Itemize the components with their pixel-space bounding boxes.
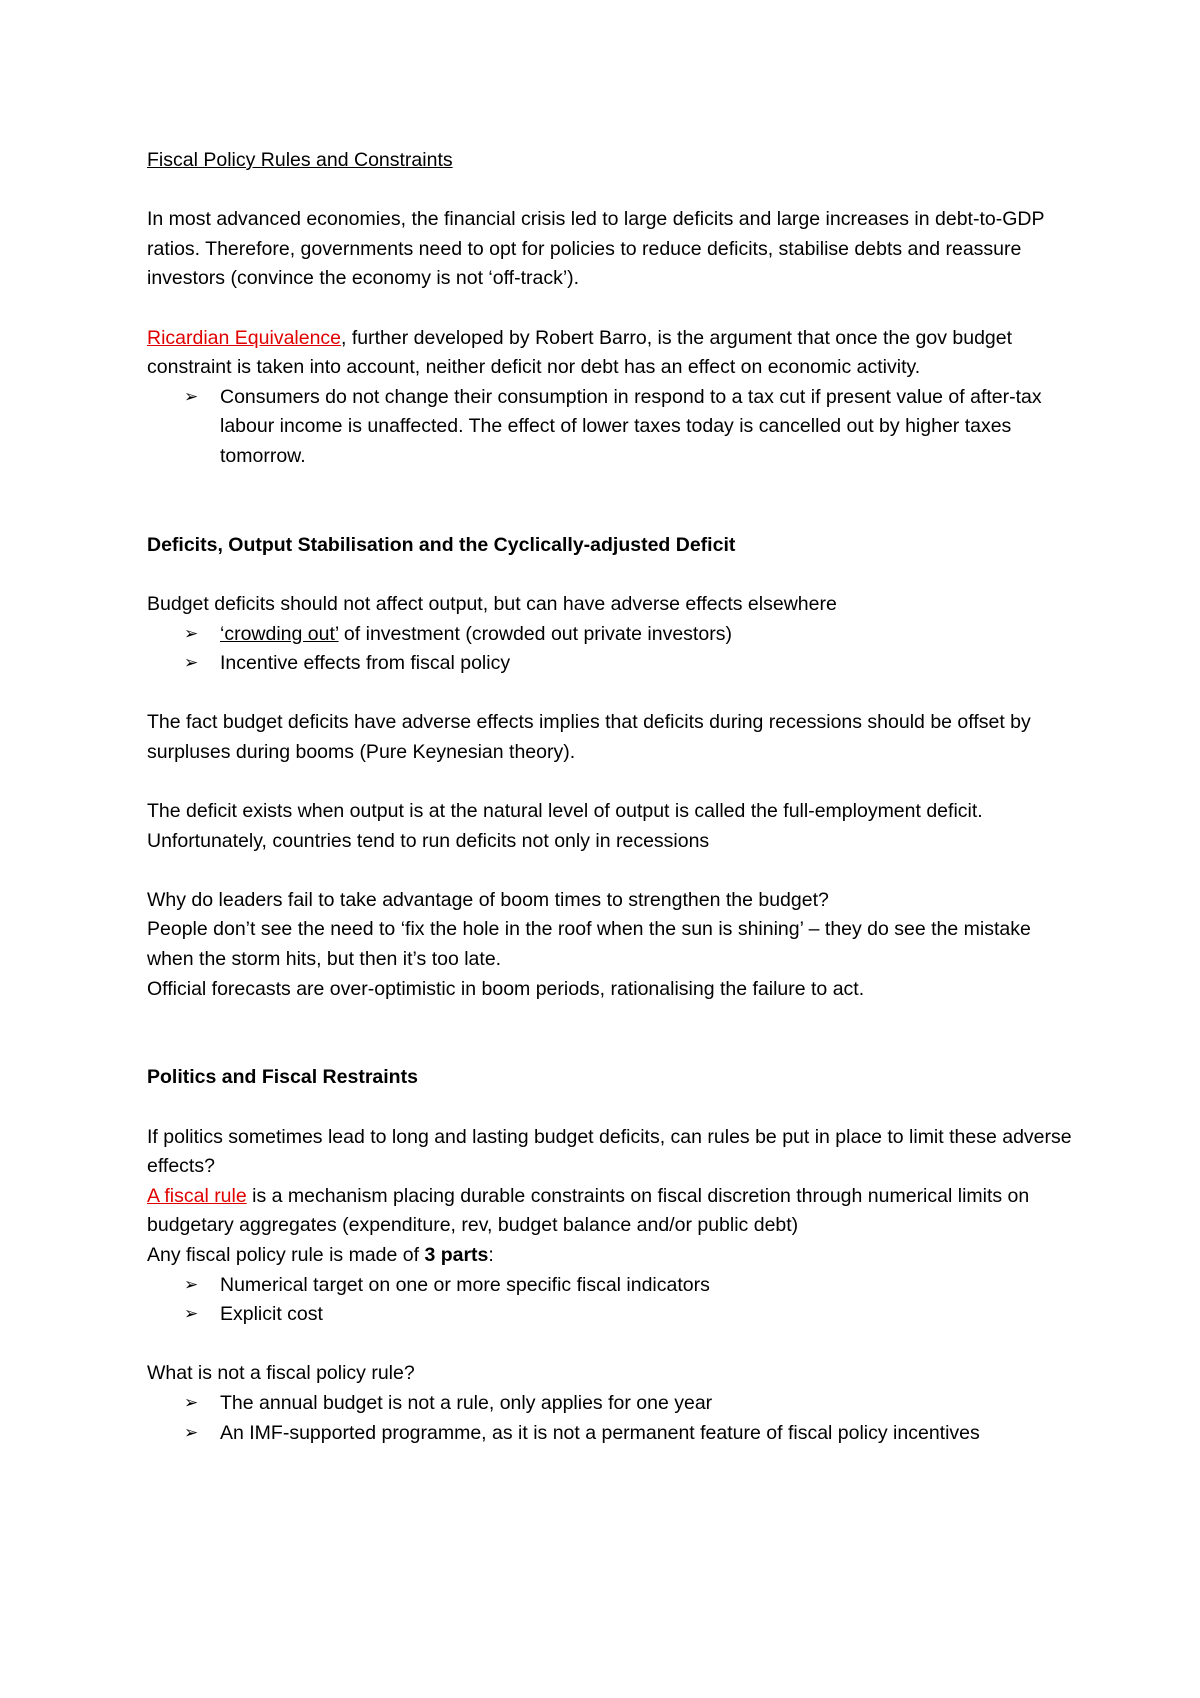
list-item	[147, 1419, 1077, 1449]
section-heading-politics: Politics and Fiscal Restraints	[147, 1066, 418, 1089]
rule-parts-list	[147, 1271, 1077, 1330]
list-item-text: of investment (crowded out private investors)	[338, 622, 732, 645]
list-item	[147, 383, 1077, 472]
three-parts-emphasis: 3 parts	[424, 1243, 489, 1266]
list-item	[147, 1300, 1077, 1330]
arrow-bullet-icon: ➢	[184, 1304, 199, 1325]
arrow-bullet-icon: ➢	[184, 653, 199, 674]
arrow-bullet-icon: ➢	[184, 1274, 199, 1295]
list-item	[147, 1389, 1077, 1419]
fiscal-rule-paragraph	[147, 1182, 1077, 1241]
full-employment-paragraph: The deficit exists when output is at the natural level of output is called the full-employment deficit. Unfortunately, countries tend to run deficits not only in recessions	[147, 800, 983, 852]
list-item	[147, 620, 1077, 650]
arrow-bullet-icon: ➢	[184, 623, 199, 644]
arrow-bullet-icon: ➢	[184, 1422, 199, 1443]
page-title: Fiscal Policy Rules and Constraints	[147, 149, 453, 171]
list-item-text: Numerical target on one or more specific fiscal indicators	[220, 1273, 710, 1296]
keynesian-paragraph: The fact budget deficits have adverse effects implies that deficits during recessions should be offset by surpluses during booms (Pure Keynesian theory).	[147, 711, 1031, 763]
ricardian-bullet-list	[147, 383, 1077, 472]
list-item-text: The annual budget is not a rule, only applies for one year	[220, 1391, 713, 1414]
ricardian-term: Ricardian Equivalence	[147, 326, 342, 349]
arrow-bullet-icon: ➢	[184, 386, 199, 407]
ricardian-definition: , further developed by Robert Barro, is the argument that once the gov budget constraint is taken into account, neither deficit nor debt has an effect on economic activity.	[147, 326, 1013, 379]
budget-deficits-paragraph: Budget deficits should not affect output, but can have adverse effects elsewhere	[147, 592, 837, 615]
fiscal-rule-term: A fiscal rule	[147, 1184, 247, 1207]
ricardian-paragraph	[147, 324, 1077, 383]
not-rule-list	[147, 1389, 1077, 1448]
parts-paragraph: Any fiscal policy rule is made of 3 parts:	[147, 1243, 494, 1266]
list-item	[147, 1271, 1077, 1301]
list-item	[147, 649, 1077, 679]
forecasts-paragraph: Official forecasts are over-optimistic in boom periods, rationalising the failure to act.	[147, 977, 865, 1000]
list-item-text: An IMF-supported programme, as it is not a permanent feature of fiscal policy incentives	[220, 1421, 980, 1444]
arrow-bullet-icon: ➢	[184, 1392, 199, 1413]
crowding-out-term: ‘crowding out’	[220, 622, 339, 645]
not-rule-question: What is not a fiscal policy rule?	[147, 1362, 415, 1385]
list-item-text: Explicit cost	[220, 1303, 323, 1326]
intro-paragraph: In most advanced economies, the financial crisis led to large deficits and large increases in debt-to-GDP ratios. Therefore, governments need to opt for policies to reduce deficits, stabilise debts and reassure investors (convince the economy is not ‘off-track’).	[147, 208, 1045, 290]
document-body	[147, 146, 1077, 1448]
list-item-text: Incentive effects from fiscal policy	[220, 652, 511, 675]
adverse-effects-list	[147, 620, 1077, 679]
roof-paragraph: People don’t see the need to ‘fix the hole in the roof when the sun is shining’ – they do see the mistake when the storm hits, but then it’s too late.	[147, 918, 1031, 971]
leaders-question: Why do leaders fail to take advantage of boom times to strengthen the budget?	[147, 888, 829, 911]
politics-question: If politics sometimes lead to long and lasting budget deficits, can rules be put in place to limit these adverse effects?	[147, 1125, 1072, 1178]
fiscal-rule-definition: is a mechanism placing durable constraints on fiscal discretion through numerical limits on budgetary aggregates (expenditure, rev, budget balance and/or public debt)	[147, 1184, 1030, 1237]
section-heading-deficits: Deficits, Output Stabilisation and the Cyclically-adjusted Deficit	[147, 533, 736, 556]
list-item-text: Consumers do not change their consumption in respond to a tax cut if present value of after-tax labour income is unaffected. The effect of lower taxes today is cancelled out by higher taxes tomorrow.	[220, 385, 1042, 467]
